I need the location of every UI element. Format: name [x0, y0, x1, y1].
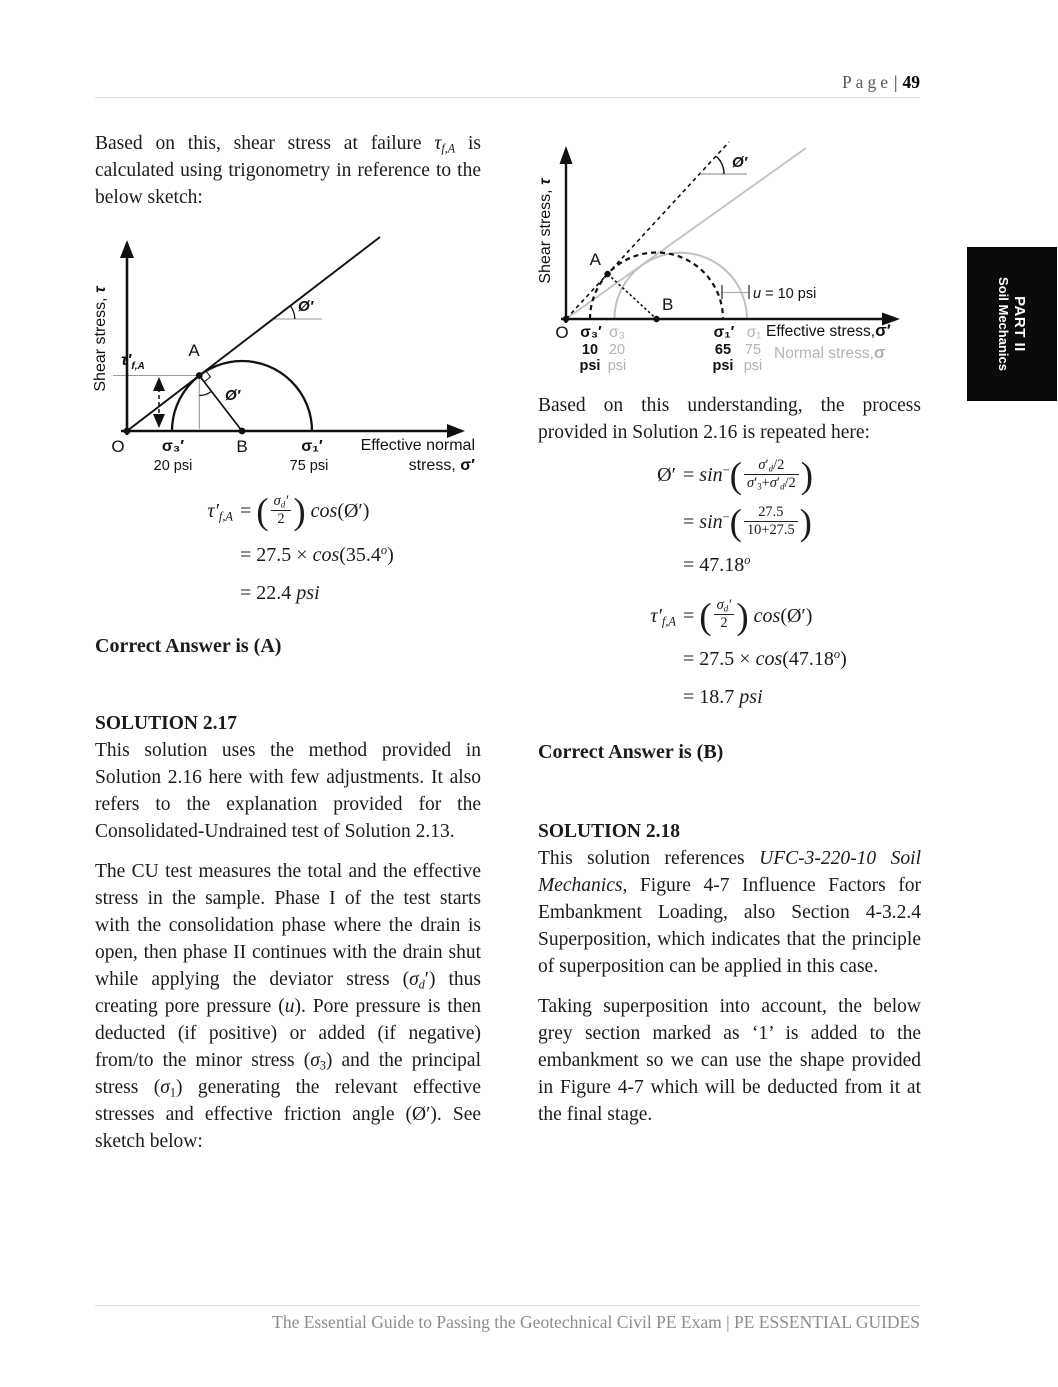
sigma1-eff-label: σ₁′: [713, 324, 735, 341]
val-10-label: 10: [581, 342, 599, 358]
correct-answer-b: Correct Answer is (B): [538, 740, 724, 763]
page-footer: The Essential Guide to Passing the Geotechnical Civil PE Exam | PE ESSENTIAL GUIDES: [272, 1312, 920, 1332]
val-20-label: 20: [608, 342, 626, 358]
mohr-circle-total-effective-sketch: [534, 136, 924, 376]
intro-paragraph: Based on this, shear stress at failure $\tau_{f,A}$ is calculated using trigonometry in reference to the below sketch:: [95, 133, 481, 208]
y-axis-label: Shear stress, τ: [92, 286, 109, 392]
page-number: 49: [902, 72, 920, 92]
origin-label: O: [111, 437, 125, 456]
psi-tot-3-label: psi: [607, 358, 627, 374]
equation-block-tau-right: [636, 595, 921, 711]
equation-row: $\tau'_{f,A}$ = ( $\frac{\sigma_d'}{2}$ ) cos(Ø′): [650, 595, 813, 637]
val-65-label: 65: [714, 342, 732, 358]
origin-dot: [563, 316, 569, 322]
x-axis-label-line2: stress, σ′: [408, 457, 475, 474]
left-column: [92, 130, 482, 1168]
equation-row: = $27.5 \times \cos(35.4^o)$: [240, 542, 394, 566]
point-b-label: B: [662, 295, 674, 314]
part-ii-side-tab: [967, 247, 1057, 401]
solution-217-paragraph-1: This solution uses the method provided in Solution 2.16 here with few adjustments. It also refers to the explanation provided for the Consolidated-Undrained test of Solution 2.13.: [95, 739, 481, 842]
point-a-label: A: [589, 250, 601, 269]
phi-arc-envelope: [290, 306, 295, 319]
point-b-dot: [239, 428, 246, 435]
sigma3-eff-label: σ₃′: [580, 324, 602, 341]
tau-fa-label: $\tau'_{f,A}$: [121, 352, 145, 372]
y-axis-label: Shear stress, τ: [537, 178, 554, 284]
side-tab-subject-label: Soil Mechanics: [996, 277, 1012, 371]
point-b-dot: [653, 316, 659, 322]
page-header: [842, 72, 920, 93]
x-axis-label-effective: Effective stress,σ′: [766, 321, 891, 340]
equation-block-phi: [636, 455, 921, 579]
new-envelope-dashed-line: [566, 142, 729, 319]
phi-at-a-label: Ø′: [225, 387, 241, 404]
page-header-word: Page: [841, 72, 892, 92]
part-ii-side-tab-text: [996, 277, 1028, 371]
equation-row: = 18.7 psi: [683, 685, 763, 708]
solution-218-paragraph-2: Taking superposition into account, the below grey section marked as ‘1’ is added to the embankment so we can use the shape provided in Figure 4-7 which will be deducted from it at the final stage.: [538, 995, 921, 1125]
val-75-label: 75: [744, 342, 762, 358]
equation-block-tau-left: [193, 491, 481, 607]
solution-217: [95, 710, 481, 845]
y-axis-arrowhead: [120, 240, 134, 258]
sigma1-label: σ₁′: [301, 438, 323, 455]
sigma1-value: 75 psi: [289, 458, 329, 474]
header-rule: [95, 97, 920, 98]
page-header-separator: |: [893, 72, 898, 92]
solution-218: [538, 818, 921, 980]
sigma3-label: σ₃′: [161, 438, 185, 455]
mohr-circle: [172, 361, 312, 431]
point-a-dot: [196, 372, 203, 379]
tau-arrow-down: [153, 414, 165, 428]
tau-arrow-up: [153, 377, 165, 391]
y-axis-arrowhead: [560, 146, 573, 164]
point-a-dot: [604, 271, 610, 277]
solution-217-title: SOLUTION 2.17: [95, 712, 237, 734]
solution-218-title: SOLUTION 2.18: [538, 820, 680, 842]
right-column: [538, 136, 921, 1141]
equation-row: $\tau'_{f,A}$ = ( $\frac{\sigma_d'}{2}$ ) cos(Ø′): [207, 491, 370, 533]
equation-row: Ø′ = sin−( $\frac{\sigma'_d/2}{\sigma'_3+\sigma'_d/2}$ ): [657, 455, 814, 497]
origin-label: O: [555, 323, 569, 342]
psi-eff-1-label: psi: [712, 358, 734, 374]
sigma1-tot-label: σ₁: [746, 324, 762, 341]
failure-envelope-line: [127, 237, 380, 431]
mohr-circle-effective-sketch: [85, 224, 480, 479]
equation-row: = sin−( $\frac{27.5}{10+27.5}$ ): [683, 502, 812, 544]
footer-rule: [95, 1305, 920, 1306]
equation-row: = $27.5 \times \cos(47.18^o)$: [683, 646, 847, 670]
phi-arc-at-a: [199, 391, 211, 395]
solution-218-paragraph-1: This solution references UFC-3-220-10 Soil Mechanics, Figure 4-7 Influence Factors for Embankment Loading, also Section 4-3.2.4 Superposition, which indicates that the principle of superposition can be applied in this case.: [538, 847, 921, 977]
side-tab-part-label: PART II: [1011, 296, 1029, 352]
x-axis-label-normal: Normal stress,σ: [774, 343, 886, 362]
solution-217-paragraph-2: The CU test measures the total and the effective stress in the sample. Phase I of the test starts with the consolidation phase where the drain is open, then phase II continues with the drain shut while applying the deviator stress $(\sigma_d')$ thus creating pore pressure (u). Pore pressure is then deducted (if positive) or added (if negative) from/to the minor stress $(\sigma_3)$ and the principal stress $(\sigma_1)$ generating the relevant effective stresses and effective friction angle (Ø′). See sketch below:: [95, 860, 482, 1152]
origin-dot: [124, 428, 131, 435]
u-label: u = 10 psi: [753, 286, 817, 302]
total-stress-circle: [614, 253, 747, 319]
point-a-label: A: [188, 341, 200, 360]
phi-label: Ø′: [732, 154, 748, 171]
process-note-paragraph: Based on this understanding, the process provided in Solution 2.16 is repeated here:: [538, 395, 921, 443]
effective-stress-circle: [590, 253, 723, 320]
sigma3-value: 20 psi: [153, 458, 193, 474]
x-axis-arrowhead: [447, 424, 465, 438]
psi-tot-1-label: psi: [743, 358, 763, 374]
x-axis-label-line1: Effective normal: [360, 437, 475, 454]
equation-row: = $47.18^o$: [683, 553, 751, 577]
point-b-label: B: [236, 437, 248, 456]
sigma3-tot-label: σ₃: [609, 324, 625, 341]
correct-answer-a: Correct Answer is (A): [95, 634, 282, 657]
psi-eff-3-label: psi: [579, 358, 601, 374]
phi-envelope-label: Ø′: [298, 298, 314, 315]
equation-row: = 22.4 psi: [240, 581, 320, 604]
phi-arc: [716, 156, 724, 174]
